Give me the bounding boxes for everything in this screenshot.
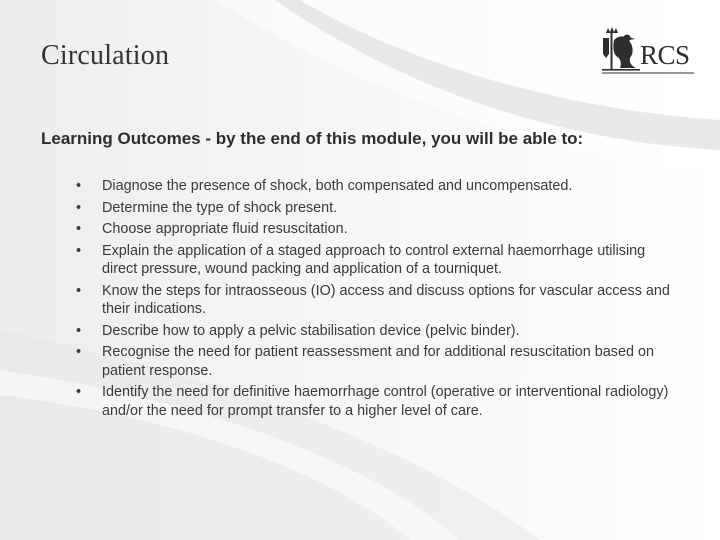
bullet-icon: • — [76, 242, 82, 259]
bullet-icon: • — [76, 384, 82, 400]
list-item-text: Identify the need for definitive haemorrhage control (operative or interventional radiology) and/or the need for prompt transfer to a higher level of care. — [102, 384, 669, 419]
list-item-text: Determine the type of shock present. — [102, 199, 338, 216]
list-item — [76, 242, 680, 279]
rcs-logo-text: RCS — [640, 40, 690, 70]
bullet-icon: • — [76, 322, 82, 339]
bullet-icon: • — [76, 178, 82, 194]
list-item-text: Explain the application of a staged approach to control external haemorrhage utilising direct pressure, wound packing and application of a tourniquet. — [102, 242, 646, 277]
learning-outcomes-list — [76, 177, 680, 423]
bullet-icon: • — [76, 199, 82, 216]
list-item-text: Choose appropriate fluid resuscitation. — [102, 221, 348, 237]
list-item — [76, 322, 680, 341]
bullet-icon: • — [76, 344, 82, 360]
list-item — [76, 177, 680, 196]
list-item — [76, 343, 680, 380]
list-item-text: Describe how to apply a pelvic stabilisation device (pelvic binder). — [102, 322, 520, 339]
list-item-text: Diagnose the presence of shock, both compensated and uncompensated. — [102, 178, 573, 194]
list-item-text: Recognise the need for patient reassessment and for additional resuscitation based on patient response. — [102, 344, 654, 379]
bullet-icon: • — [76, 221, 82, 237]
list-item — [76, 220, 680, 239]
bullet-icon: • — [76, 282, 82, 299]
list-item — [76, 383, 680, 420]
slide-title: Circulation — [41, 40, 170, 71]
list-item — [76, 199, 680, 218]
list-item — [76, 282, 680, 319]
list-item-text: Know the steps for intraosseous (IO) access and discuss options for vascular access and their indications. — [102, 282, 670, 317]
learning-outcomes-heading: Learning Outcomes - by the end of this module, you will be able to: — [41, 129, 584, 148]
